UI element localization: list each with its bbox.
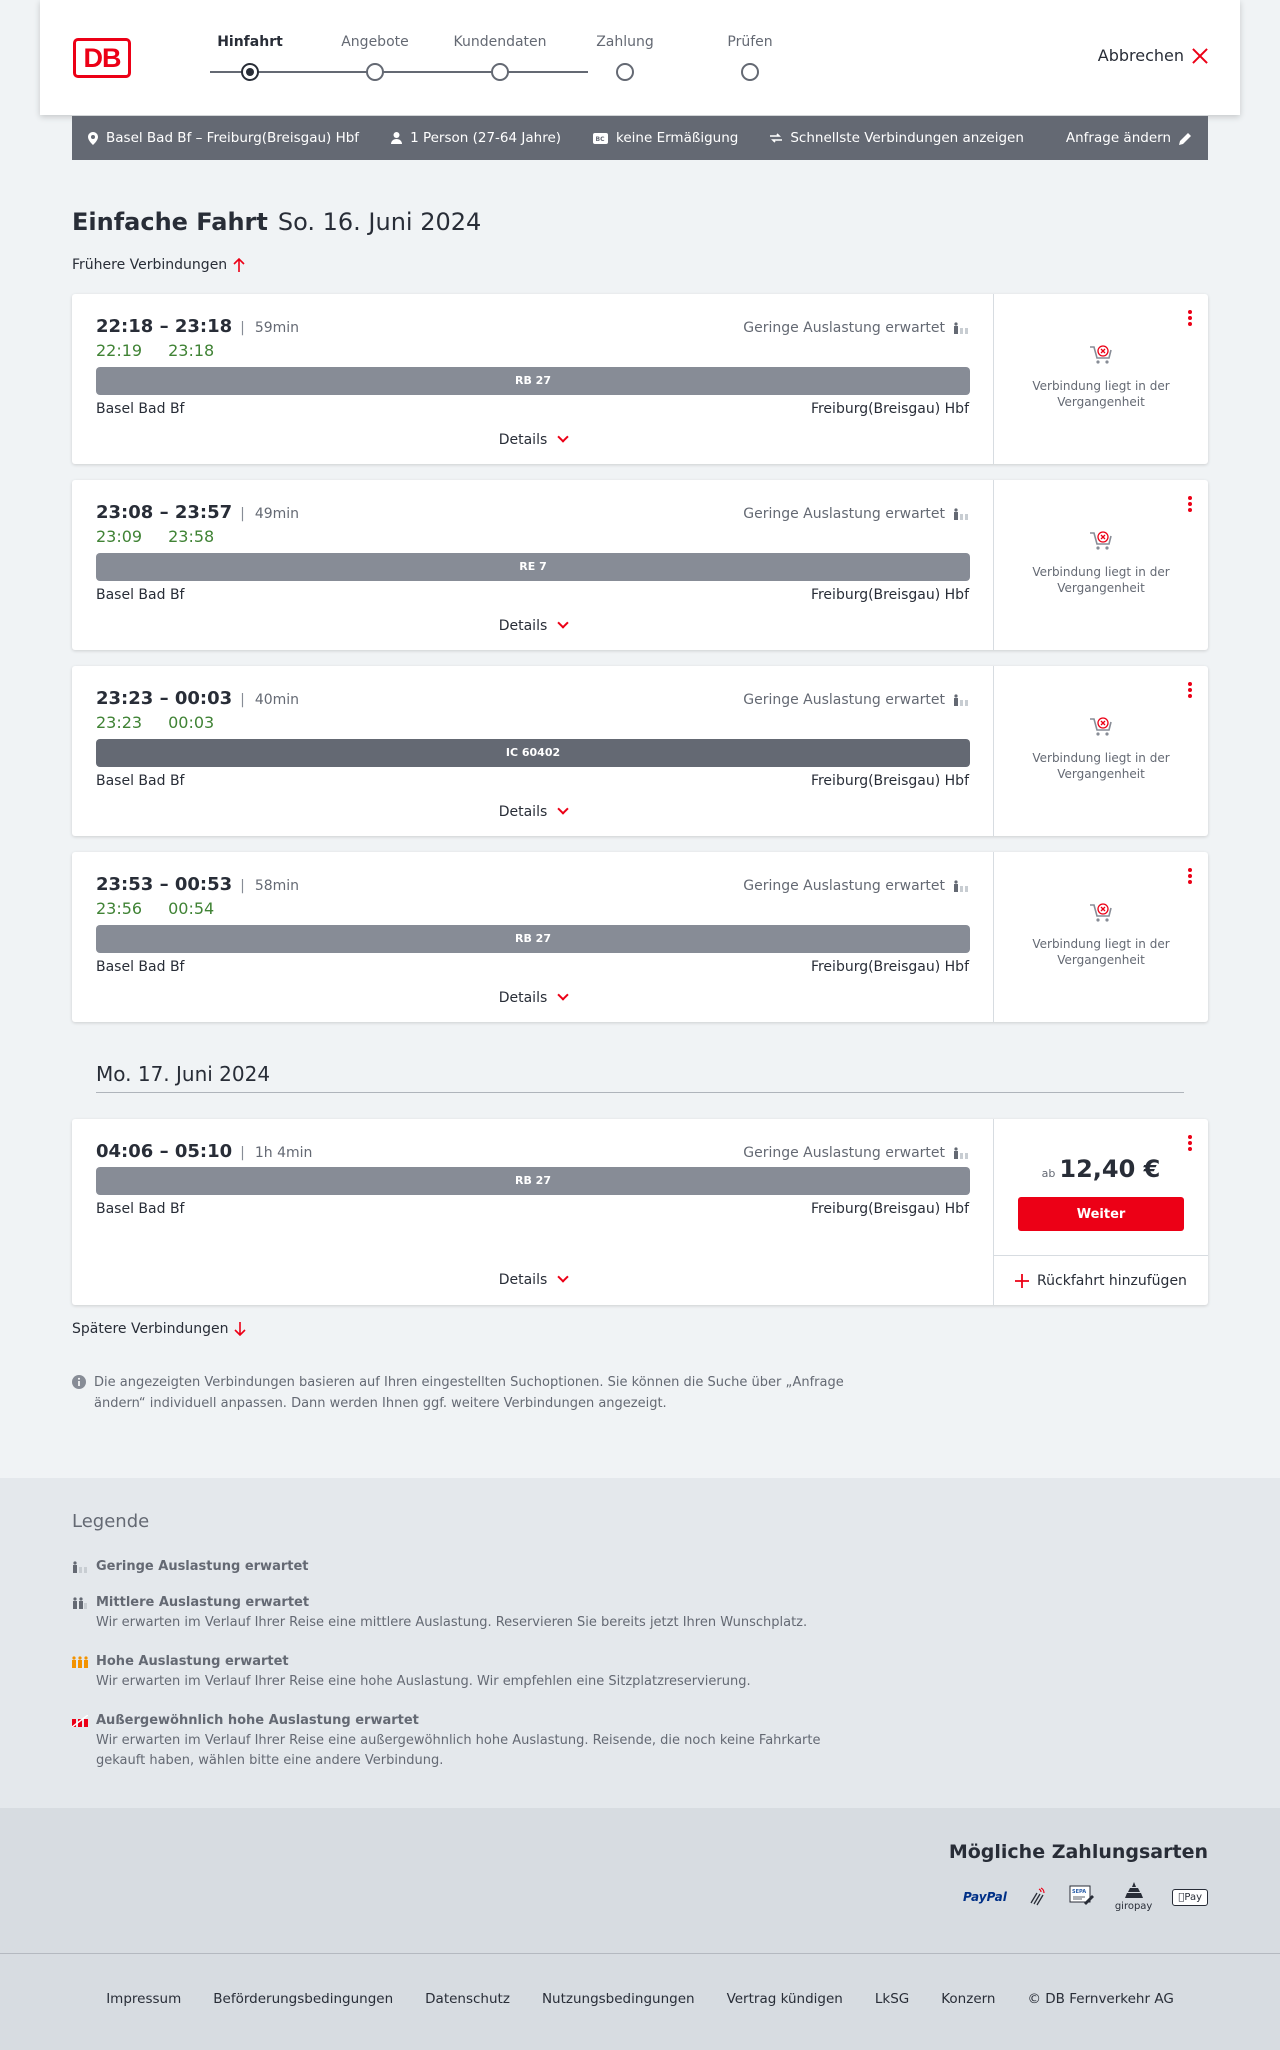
more-options-icon[interactable]: [1188, 1135, 1192, 1151]
details-label: Details: [498, 432, 548, 448]
legend-item-desc: Wir erwarten im Verlauf Ihrer Reise eine mittlere Auslastung. Reservieren Sie bereits jetzt Ihren Wunschplatz.: [96, 1615, 808, 1630]
arrow-up-icon: [233, 258, 245, 272]
booking-steps: [170, 0, 773, 115]
realtime-arrival: 23:18: [168, 341, 215, 360]
connection-card-bookable[interactable]: [72, 1119, 1208, 1305]
train-bar[interactable]: IC 60402: [96, 739, 970, 767]
route-text: Basel Bad Bf – Freiburg(Breisgau) Hbf: [106, 130, 360, 146]
low-occupancy-icon: [953, 880, 969, 892]
details-label: Details: [498, 1272, 548, 1288]
duration: | 59min: [240, 320, 299, 336]
offer-column: [994, 666, 1208, 836]
step-pruefen: Prüfen: [727, 34, 773, 50]
train-bar[interactable]: RE 7: [96, 553, 970, 581]
duration: | 58min: [240, 878, 299, 894]
connection-times: [96, 316, 299, 337]
chevron-down-icon: [558, 431, 569, 442]
db-logo[interactable]: DB: [73, 38, 131, 78]
location-pin-icon: [88, 132, 98, 145]
low-occupancy-icon: [953, 1147, 969, 1159]
page-footer: [0, 1953, 1280, 2050]
past-connection-text: Verbindung liegt in der Vergangenheit: [1032, 565, 1170, 595]
footer-links: [0, 1991, 1280, 2007]
occupancy-info: [743, 1145, 969, 1161]
bahncard-icon: [593, 133, 608, 144]
footer-link-lksg[interactable]: LkSG: [874, 1991, 910, 2007]
departure-station: Basel Bad Bf: [96, 1201, 185, 1217]
svg-text:SEPA: SEPA: [1071, 1888, 1086, 1895]
occupancy-info: [743, 320, 969, 336]
trip-date: So. 16. Juni 2024: [277, 208, 482, 236]
connection-card[interactable]: [72, 294, 1208, 464]
legend-item-desc: Wir erwarten im Verlauf Ihrer Reise eine hohe Auslastung. Wir empfehlen eine Sitzplatzreservierung.: [96, 1674, 751, 1689]
duration: | 40min: [240, 692, 299, 708]
planned-times: 23:53 – 00:53: [96, 874, 233, 895]
realtime-times: [96, 899, 240, 918]
more-options-icon[interactable]: [1188, 310, 1192, 326]
realtime-departure: 23:09: [96, 527, 143, 546]
past-connection-note: [994, 344, 1208, 410]
cart-unavailable-icon: [1089, 902, 1113, 924]
past-connection-text: Verbindung liegt in der Vergangenheit: [1032, 379, 1170, 409]
copyright: © DB Fernverkehr AG: [1027, 1991, 1174, 2007]
discount-text: keine Ermäßigung: [616, 130, 739, 146]
legend-title: Legende: [72, 1511, 150, 1532]
details-label: Details: [498, 990, 548, 1006]
day-separator: Mo. 17. Juni 2024: [96, 1062, 1184, 1093]
details-label: Details: [498, 804, 548, 820]
departure-station: Basel Bad Bf: [96, 587, 185, 603]
realtime-departure: 23:56: [96, 899, 143, 918]
details-toggle[interactable]: [72, 432, 994, 448]
connection-info: [72, 480, 994, 650]
past-connection-text: Verbindung liegt in der Vergangenheit: [1032, 937, 1170, 967]
connection-info: [72, 666, 994, 836]
route-item: [88, 130, 359, 146]
legend-item-medium: [72, 1593, 852, 1633]
occupancy-info: [743, 692, 969, 708]
train-bar[interactable]: RB 27: [96, 1167, 970, 1195]
details-toggle[interactable]: [72, 804, 994, 820]
footer-link-vertrag-kuendigen[interactable]: Vertrag kündigen: [726, 1991, 843, 2007]
step-kundendaten: Kundendaten: [453, 34, 547, 50]
departure-station: Basel Bad Bf: [96, 401, 185, 417]
realtime-times: [96, 713, 240, 732]
low-occupancy-icon: [953, 694, 969, 706]
past-connection-note: [994, 902, 1208, 968]
payment-methods-list: [963, 1882, 1208, 1912]
payment-title: Mögliche Zahlungsarten: [948, 1841, 1208, 1863]
chevron-down-icon: [558, 1271, 569, 1282]
cart-unavailable-icon: [1089, 530, 1113, 552]
change-request-label: Anfrage ändern: [1065, 130, 1171, 146]
price-display: [994, 1155, 1208, 1183]
offer-column: [994, 294, 1208, 464]
info-icon: [72, 1375, 86, 1389]
price-value: 12,40 €: [1059, 1155, 1161, 1183]
more-options-icon[interactable]: [1188, 496, 1192, 512]
search-summary-bar: [72, 116, 1208, 160]
realtime-arrival: 23:58: [168, 527, 215, 546]
realtime-times: [96, 341, 240, 360]
details-toggle[interactable]: [72, 1272, 994, 1288]
sepa-logo: [1069, 1885, 1095, 1910]
arrival-station: Freiburg(Breisgau) Hbf: [810, 587, 969, 603]
step-dot-pruefen: [741, 63, 759, 81]
chevron-down-icon: [558, 803, 569, 814]
planned-times: 23:08 – 23:57: [96, 502, 233, 523]
cart-unavailable-icon: [1089, 344, 1113, 366]
connection-info: [72, 852, 994, 1022]
occupancy-text: Geringe Auslastung erwartet: [743, 878, 945, 894]
payment-methods-section: [0, 1808, 1280, 1953]
offer-column: [994, 852, 1208, 1022]
earlier-connections-link[interactable]: [72, 257, 245, 273]
low-occupancy-icon: [72, 1561, 88, 1573]
legend-item-title: Außergewöhnlich hohe Auslastung erwartet: [96, 1713, 419, 1728]
realtime-departure: 22:19: [96, 341, 143, 360]
price-prefix: ab: [1041, 1167, 1056, 1180]
pencil-icon: [1179, 132, 1192, 145]
connection-card[interactable]: [72, 480, 1208, 650]
low-occupancy-icon: [953, 322, 969, 334]
cancel-button[interactable]: [1098, 46, 1208, 65]
occupancy-info: [743, 878, 969, 894]
page-title: [72, 208, 481, 236]
arrival-station: Freiburg(Breisgau) Hbf: [810, 959, 969, 975]
offer-column: [994, 1119, 1208, 1305]
chevron-down-icon: [558, 617, 569, 628]
connection-info: [72, 1119, 994, 1305]
top-header: [40, 0, 1240, 115]
occupancy-text: Geringe Auslastung erwartet: [743, 1145, 945, 1161]
realtime-arrival: 00:54: [168, 899, 215, 918]
info-text: Die angezeigten Verbindungen basieren auf Ihren eingestellten Suchoptionen. Sie können die Suche über „Anfrage ändern“ individuell anpassen. Dann werden Ihnen ggf. weitere Verbindungen angezeigt.: [94, 1375, 844, 1411]
planned-times: 22:18 – 23:18: [96, 316, 233, 337]
connection-times: [96, 1141, 312, 1162]
step-dot-kundendaten: [491, 63, 509, 81]
occupancy-text: Geringe Auslastung erwartet: [743, 692, 945, 708]
add-return-button[interactable]: [994, 1255, 1208, 1305]
cancel-label: Abbrechen: [1097, 46, 1184, 65]
svg-text:BC: BC: [595, 135, 605, 143]
persons-text: 1 Person (27-64 Jahre): [410, 130, 562, 146]
legend-item-desc: Wir erwarten im Verlauf Ihrer Reise eine außergewöhnlich hohe Auslastung. Reisende, die noch keine Fahrkarte gekauft haben, wählen bitte eine andere Verbindung.: [96, 1733, 821, 1768]
step-dot-zahlung: [616, 63, 634, 81]
connection-info: [72, 294, 994, 464]
realtime-times: [96, 527, 240, 546]
step-zahlung: Zahlung: [596, 34, 654, 50]
legend-item-low: [72, 1557, 852, 1577]
details-toggle[interactable]: [72, 990, 994, 1006]
legend-item-title: Mittlere Auslastung erwartet: [96, 1595, 310, 1610]
step-angebote: Angebote: [341, 34, 409, 50]
occupancy-text: Geringe Auslastung erwartet: [743, 320, 945, 336]
trip-type: Einfache Fahrt: [72, 208, 268, 236]
more-options-icon[interactable]: [1188, 682, 1192, 698]
step-dot-hinfahrt: [241, 63, 259, 81]
train-bar[interactable]: RB 27: [96, 925, 970, 953]
more-options-icon[interactable]: [1188, 868, 1192, 884]
arrow-down-icon: [234, 1322, 246, 1336]
swap-arrows-icon: [770, 133, 782, 143]
later-label: Spätere Verbindungen: [72, 1321, 229, 1337]
connection-times: [96, 874, 299, 895]
discount-item: [593, 130, 738, 146]
departure-station: Basel Bad Bf: [96, 959, 185, 975]
medium-occupancy-icon: [72, 1597, 88, 1609]
realtime-arrival: 00:03: [168, 713, 215, 732]
details-label: Details: [498, 618, 548, 634]
legend-section: [0, 1478, 1280, 1808]
occupancy-text: Geringe Auslastung erwartet: [743, 506, 945, 522]
offer-column: [994, 480, 1208, 650]
cart-unavailable-icon: [1089, 716, 1113, 738]
search-info-note: [72, 1372, 852, 1414]
arrival-station: Freiburg(Breisgau) Hbf: [810, 1201, 969, 1217]
past-connection-note: [994, 530, 1208, 596]
departure-station: Basel Bad Bf: [96, 773, 185, 789]
plus-icon: [1015, 1274, 1029, 1288]
details-toggle[interactable]: [72, 618, 994, 634]
footer-link-nutzungsbedingungen[interactable]: Nutzungsbedingungen: [541, 1991, 695, 2007]
planned-times: 23:23 – 00:03: [96, 688, 233, 709]
arrival-station: Freiburg(Breisgau) Hbf: [810, 401, 969, 417]
paypal-logo: PayPal: [962, 1890, 1007, 1904]
footer-link-befoerderungsbedingungen[interactable]: Beförderungsbedingungen: [213, 1991, 394, 2007]
change-request-button[interactable]: [1066, 130, 1192, 146]
very-high-occupancy-icon: [72, 1715, 88, 1727]
persons-item: [391, 130, 561, 146]
connection-times: [96, 502, 299, 523]
chevron-down-icon: [558, 989, 569, 1000]
past-connection-note: [994, 716, 1208, 782]
planned-times: 04:06 – 05:10: [96, 1141, 233, 1162]
footer-link-impressum[interactable]: Impressum: [106, 1991, 182, 2007]
duration: | 1h 4min: [240, 1145, 312, 1161]
duration: | 49min: [240, 506, 299, 522]
arrival-station: Freiburg(Breisgau) Hbf: [810, 773, 969, 789]
apple-pay-logo: Pay: [1172, 1889, 1208, 1906]
step-dot-angebote: [366, 63, 384, 81]
footer-link-konzern[interactable]: Konzern: [941, 1991, 996, 2007]
contactless-card-icon: [1027, 1885, 1049, 1910]
earlier-label: Frühere Verbindungen: [72, 257, 228, 273]
legend-item-title: Hohe Auslastung erwartet: [96, 1654, 289, 1669]
add-return-label: Rückfahrt hinzufügen: [1037, 1272, 1187, 1289]
close-icon: [1192, 48, 1208, 64]
low-occupancy-icon: [953, 508, 969, 520]
past-connection-text: Verbindung liegt in der Vergangenheit: [1032, 751, 1170, 781]
steps-line: [210, 71, 588, 73]
fastest-text: Schnellste Verbindungen anzeigen: [790, 130, 1024, 146]
train-bar[interactable]: RB 27: [96, 367, 970, 395]
legend-item-title: Geringe Auslastung erwartet: [96, 1559, 309, 1574]
high-occupancy-icon: [72, 1656, 88, 1668]
connection-card[interactable]: [72, 852, 1208, 1022]
occupancy-info: [743, 506, 969, 522]
connection-times: [96, 688, 299, 709]
legend-item-high: [72, 1652, 852, 1692]
legend-item-very-high: [72, 1711, 852, 1771]
step-hinfahrt: Hinfahrt: [217, 34, 283, 50]
later-connections-link[interactable]: [72, 1321, 246, 1337]
realtime-departure: 23:23: [96, 713, 143, 732]
footer-link-datenschutz[interactable]: Datenschutz: [425, 1991, 510, 2007]
fastest-item: [770, 130, 1024, 146]
continue-button[interactable]: Weiter: [1018, 1197, 1184, 1231]
person-icon: [391, 132, 402, 144]
giropay-logo: giropay: [1115, 1882, 1153, 1912]
connection-card[interactable]: [72, 666, 1208, 836]
